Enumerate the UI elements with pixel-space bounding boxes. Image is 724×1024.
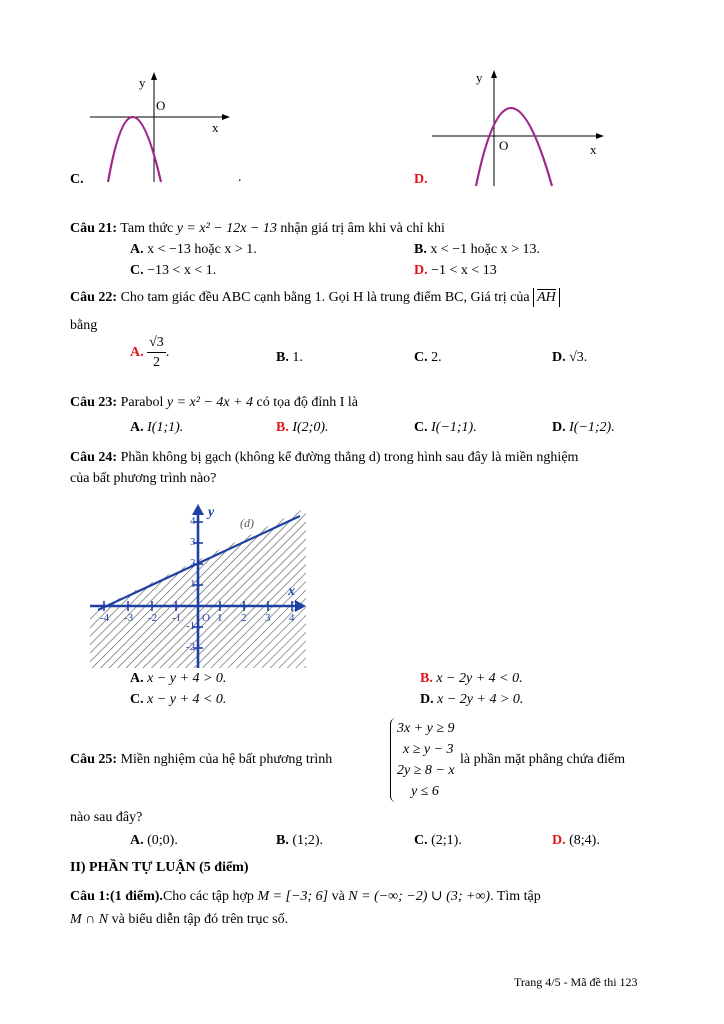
q24-graph: [90, 500, 306, 668]
q22-option-c[interactable]: [414, 350, 442, 366]
x-tick-label: -1: [172, 612, 182, 624]
question-text: là phần mặt phẳng chứa điểm: [460, 752, 626, 767]
x-tick-label: -4: [100, 612, 110, 624]
option-c-label: C.: [70, 172, 84, 187]
fraction-denominator: 2: [152, 355, 160, 370]
option-label: B.: [414, 242, 427, 257]
system-row: y ≤ 6: [411, 784, 439, 799]
graph-y-label: y: [208, 505, 215, 520]
option-text: (0;0).: [147, 833, 178, 848]
option-text: x < −13 hoặc x > 1.: [147, 242, 257, 257]
system-row: 3x + y ≥ 9: [397, 721, 455, 736]
set-m: M = [−3; 6]: [257, 889, 329, 904]
option-text: 2.: [431, 350, 442, 365]
option-text: .: [165, 345, 170, 361]
option-label: C.: [130, 263, 144, 278]
question-23: [70, 395, 358, 411]
option-text: I(−1;2).: [569, 420, 615, 435]
question-text: và biểu diễn tập đó trên trục số.: [108, 912, 289, 927]
option-text: I(−1;1).: [431, 420, 477, 435]
math-expression: y = x² − 4x + 4: [166, 395, 254, 410]
option-d-label: D.: [414, 172, 428, 187]
x-tick-label: O: [202, 612, 210, 624]
question-text: Miền nghiệm của hệ bất phương trình: [117, 752, 333, 767]
q25-option-d[interactable]: [552, 833, 600, 849]
x-tick-label: 4: [289, 612, 295, 624]
option-text: 1.: [292, 350, 303, 365]
x-tick-label: 3: [265, 612, 271, 624]
section-title: II) PHẦN TỰ LUẬN (5 điểm): [70, 860, 249, 875]
option-label: D.: [552, 833, 566, 848]
fraction: [147, 336, 166, 370]
option-text: −1 < x < 13: [431, 263, 497, 278]
option-text: x − y + 4 > 0.: [147, 671, 227, 686]
option-label: B.: [276, 833, 289, 848]
x-tick-label: -3: [124, 612, 134, 624]
y-tick-label: 4: [190, 515, 196, 527]
option-label: D.: [414, 263, 428, 278]
q22-option-a[interactable]: [130, 336, 169, 370]
q22-option-b[interactable]: [276, 350, 303, 366]
question-text: và: [328, 889, 349, 904]
q23-option-a[interactable]: [130, 420, 183, 436]
question-number: Câu 21:: [70, 221, 118, 236]
question-text: nhận giá trị âm khi và chỉ khi: [276, 221, 445, 236]
q21-option-a[interactable]: [130, 242, 257, 258]
option-label: A.: [130, 345, 144, 361]
question-number: Câu 23:: [70, 395, 118, 410]
option-label: C.: [414, 420, 428, 435]
vector-magnitude: [533, 288, 560, 307]
figure-d-axis-y: y: [476, 70, 483, 85]
option-text: √3.: [569, 350, 588, 365]
option-label: C.: [414, 350, 428, 365]
vector-ah: AH: [537, 290, 556, 305]
option-label: D.: [552, 350, 566, 365]
question-text: có tọa độ đỉnh I là: [253, 395, 358, 410]
question-text: Cho các tập hợp: [162, 889, 258, 904]
x-tick-label: 1: [217, 612, 223, 624]
question-number: Câu 1:(1 điểm).: [70, 889, 163, 904]
figure-d-origin: O: [499, 138, 509, 153]
page-footer: Trang 4/5 - Mã đề thi 123: [514, 975, 638, 989]
math-expression: y = x² − 12x − 13: [176, 221, 277, 236]
option-text: x − y + 4 < 0.: [147, 692, 227, 707]
question-21: [70, 221, 445, 237]
q22-option-d[interactable]: [552, 350, 587, 366]
q25-option-c[interactable]: [414, 833, 462, 849]
q25-option-a[interactable]: [130, 833, 178, 849]
question-text-cont: nào sau đây?: [70, 810, 143, 825]
question-text: Phần không bị gạch (không kể đường thẳng d) trong hình sau đây là miền nghiệm: [117, 450, 579, 465]
question-text: . Tìm tập: [490, 889, 541, 904]
figure-c-dot: .: [238, 170, 242, 185]
system-row: x ≥ y − 3: [403, 742, 454, 757]
q21-option-d[interactable]: [414, 263, 497, 279]
q21-option-c[interactable]: [130, 263, 216, 279]
option-text: (1;2).: [292, 833, 324, 848]
figure-c-axis-y: y: [139, 75, 146, 90]
q23-option-d[interactable]: [552, 420, 615, 436]
question-text: Tam thức: [117, 221, 177, 236]
q24-option-c[interactable]: [130, 692, 226, 708]
option-label: A.: [130, 671, 144, 686]
y-tick-label: 1: [190, 578, 196, 590]
y-tick-label: 2: [190, 557, 196, 569]
y-tick-label: 3: [190, 536, 196, 548]
option-label: B.: [420, 671, 433, 686]
option-label: D.: [420, 692, 434, 707]
q24-option-b[interactable]: [420, 671, 523, 687]
option-label: B.: [276, 420, 289, 435]
option-text: (8;4).: [569, 833, 600, 848]
q25-option-b[interactable]: [276, 833, 323, 849]
option-label: D.: [552, 420, 566, 435]
question-text-cont: của bất phương trình nào?: [70, 471, 217, 486]
essay-question-1-cont: [70, 912, 288, 928]
graph-line-label: (d): [240, 516, 254, 530]
option-label: A.: [130, 242, 144, 257]
figure-c-axis-x: x: [212, 120, 219, 135]
question-24: [70, 450, 578, 466]
essay-question-1: [70, 888, 541, 905]
fraction-numerator: √3: [147, 336, 166, 353]
y-tick-label: -2: [186, 641, 196, 653]
option-text: x < −1 hoặc x > 13.: [430, 242, 540, 257]
option-label: B.: [276, 350, 289, 365]
graph-x-label: x: [288, 584, 295, 599]
x-tick-label: 2: [241, 612, 247, 624]
system-row: 2y ≥ 8 − x: [397, 763, 455, 778]
figure-c-origin: O: [156, 98, 166, 113]
q23-option-b[interactable]: [276, 420, 329, 436]
option-text: x − 2y + 4 < 0.: [436, 671, 523, 686]
q24-option-d[interactable]: [420, 692, 523, 708]
question-number: Câu 24:: [70, 450, 118, 465]
set-n: N = (−∞; −2) ∪ (3; +∞): [348, 889, 491, 904]
question-number: Câu 25:: [70, 752, 118, 767]
q21-option-b[interactable]: [414, 242, 540, 258]
figure-d-parabola: [428, 66, 612, 190]
figure-d-axis-x: x: [590, 142, 597, 157]
q24-option-a[interactable]: [130, 671, 226, 687]
question-22: [70, 290, 560, 306]
option-label: C.: [130, 692, 144, 707]
set-intersection: M ∩ N: [70, 912, 109, 927]
question-number: Câu 22:: [70, 290, 118, 305]
question-text: Cho tam giác đều ABC cạnh bằng 1. Gọi H là trung điểm BC, Giá trị của: [117, 290, 534, 305]
option-text: x − 2y + 4 > 0.: [437, 692, 524, 707]
option-text: I(1;1).: [147, 420, 184, 435]
option-label: A.: [130, 833, 144, 848]
q23-option-c[interactable]: [414, 420, 477, 436]
inequality-system: [390, 718, 455, 802]
option-text: I(2;0).: [292, 420, 329, 435]
option-label: C.: [414, 833, 428, 848]
option-text: −13 < x < 1.: [147, 263, 217, 278]
x-tick-label: -2: [148, 612, 158, 624]
option-text: (2;1).: [431, 833, 462, 848]
question-25: [70, 752, 332, 768]
question-text-cont: bằng: [70, 318, 98, 333]
question-text: Parabol: [117, 395, 167, 410]
option-label: A.: [130, 420, 144, 435]
y-tick-label: -1: [186, 620, 196, 632]
